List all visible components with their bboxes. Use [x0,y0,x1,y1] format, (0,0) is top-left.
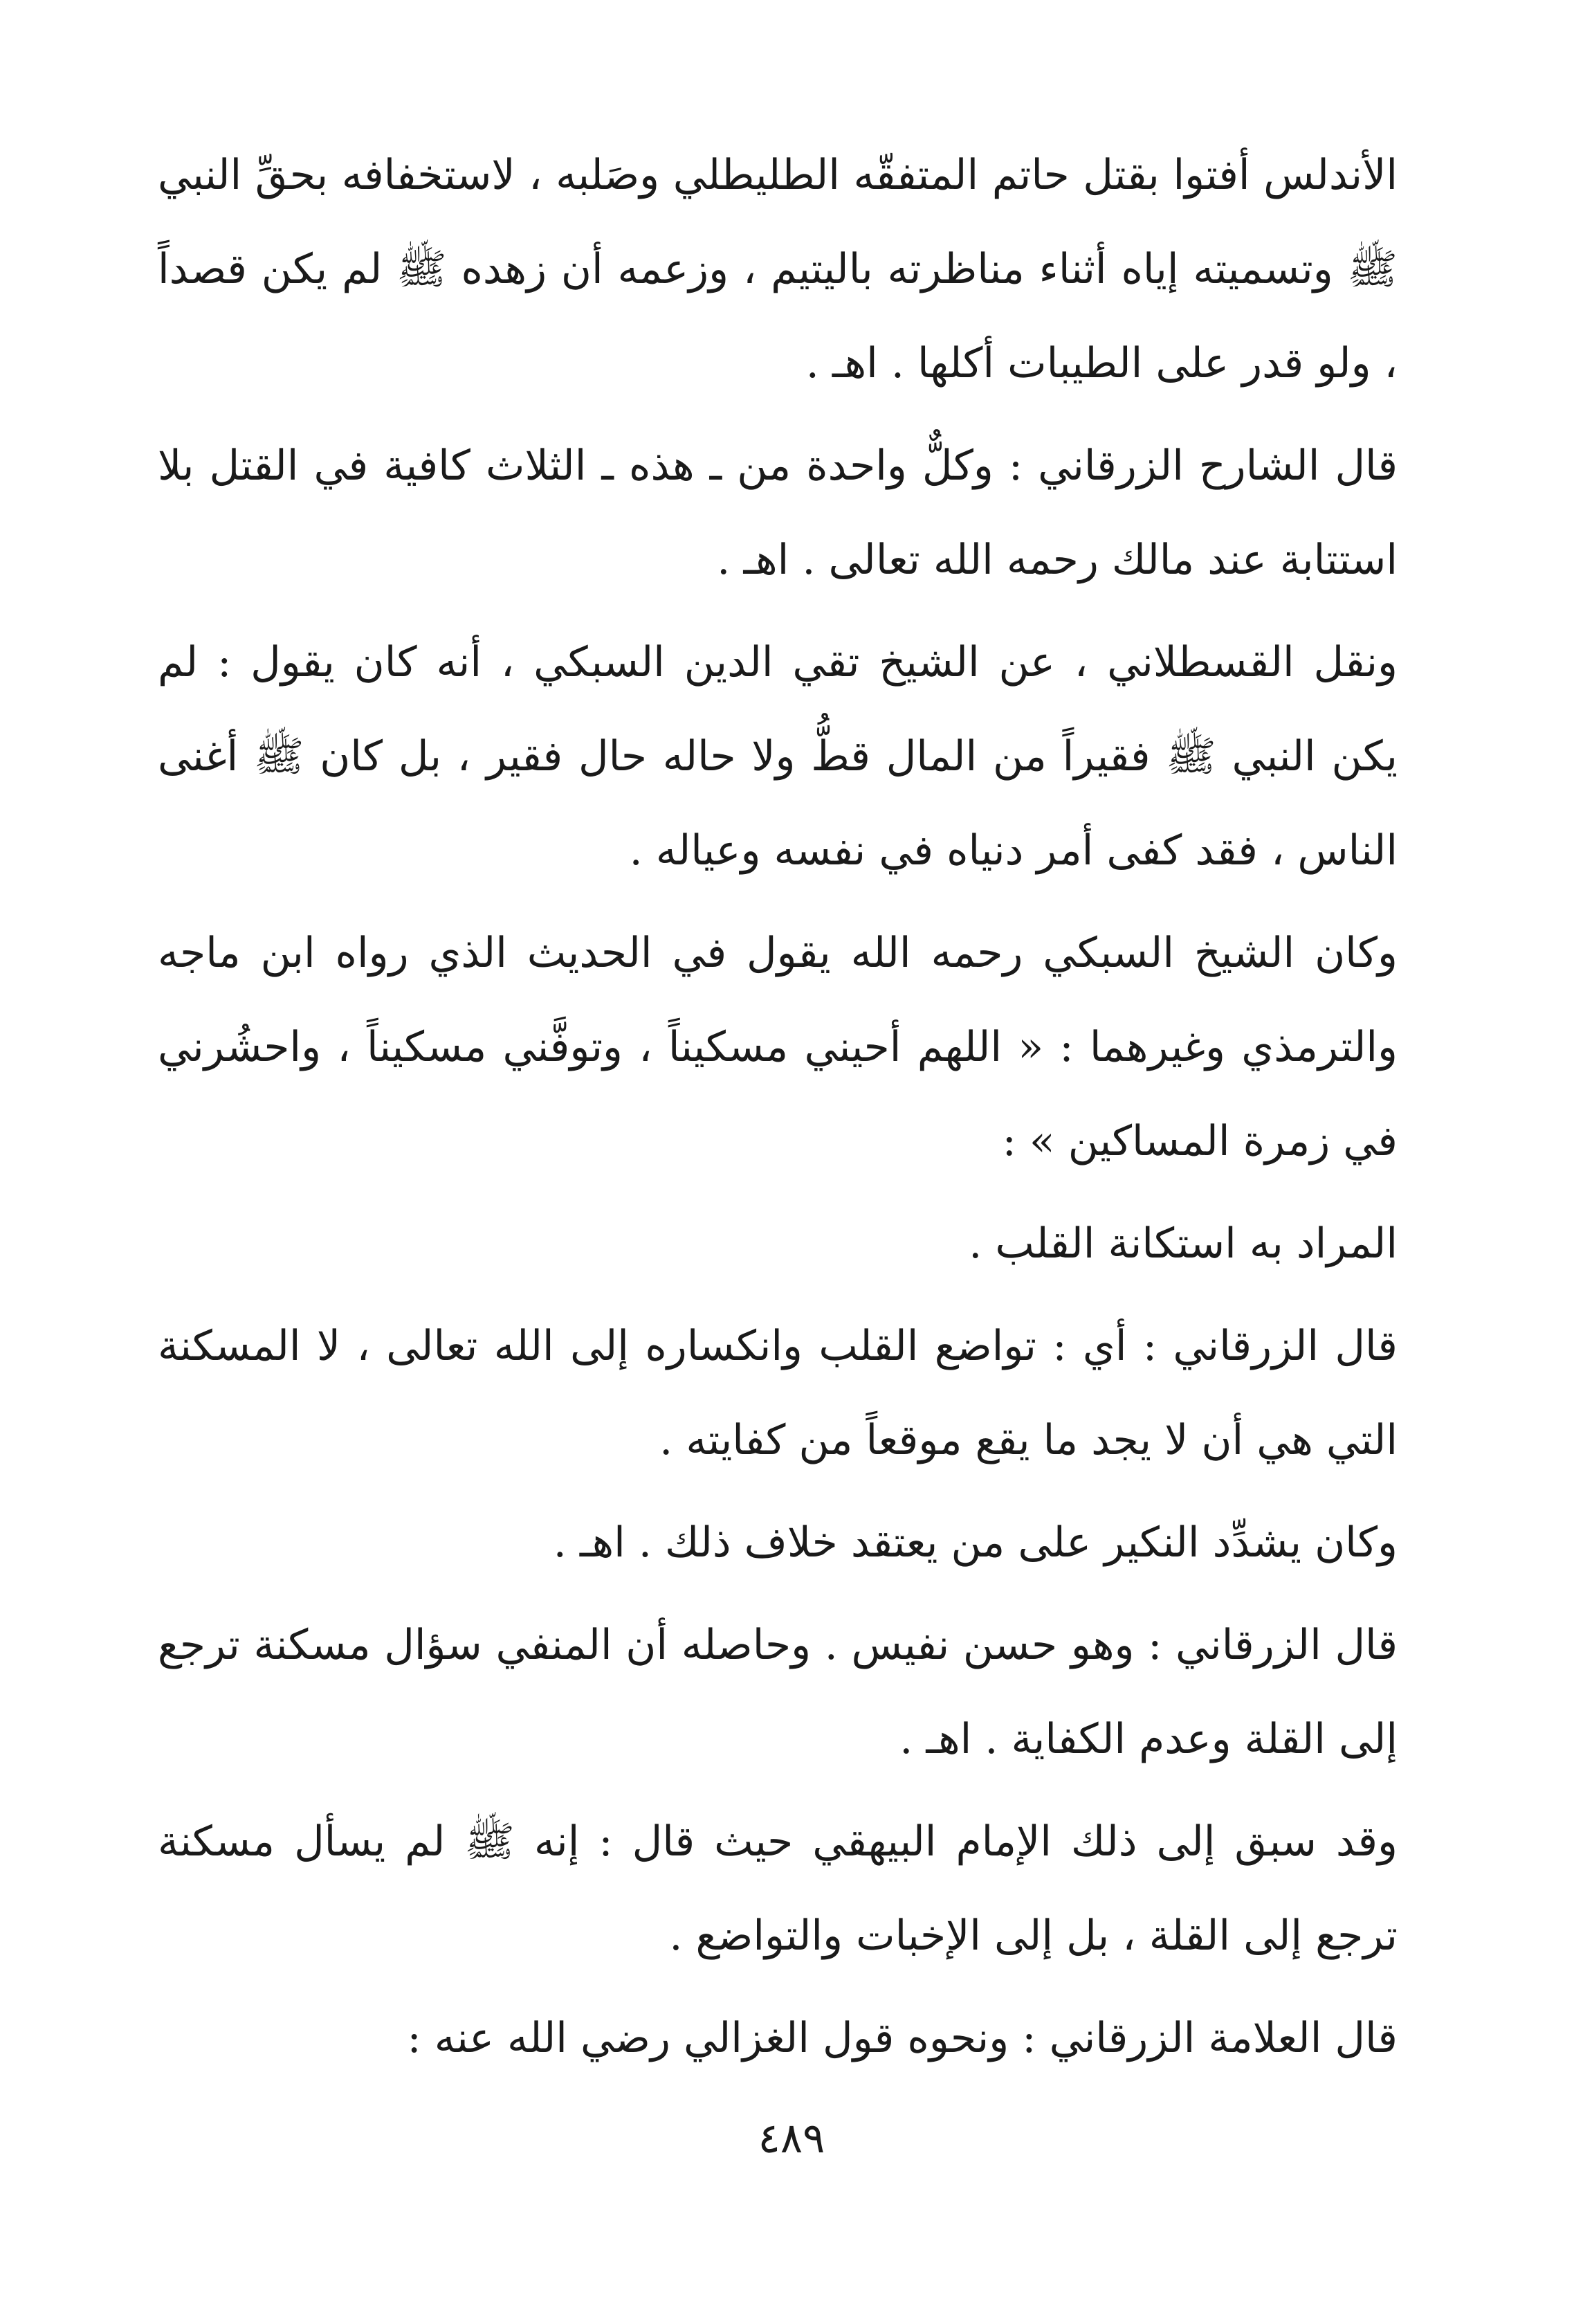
paragraph-5: المراد به استكانة القلب . [969,1219,1398,1268]
paragraph-9: وقد سبق إلى ذلك الإمام البيهقي حيث قال : إنه ﷺ لم يسأل مسكنة ترجع إلى القلة ، بل إلى الإخبات والتواضع . [158,1817,1398,1960]
paragraph-3: ونقل القسطلاني ، عن الشيخ تقي الدين السبكي ، أنه كان يقول : لم يكن النبي ﷺ فقيراً من المال قطُّ ولا حاله حال فقير ، بل كان ﷺ أغنى الناس ، فقد كفى أمر دنياه في نفسه وعياله . [158,638,1398,875]
page-body-text [158,128,1398,2094]
paragraph-8: قال الزرقاني : وهو حسن نفيس . وحاصله أن المنفي سؤال مسكنة ترجع إلى القلة وعدم الكفاية . اهـ . [158,1621,1398,1763]
paragraph-7: وكان يشدِّد النكير على من يعتقد خلاف ذلك . اهـ . [553,1518,1398,1567]
paragraph-4: وكان الشيخ السبكي رحمه الله يقول في الحديث الذي رواه ابن ماجه والترمذي وغيرهما : « اللهم أحيني مسكيناً ، وتوفَّني مسكيناً ، واحشُرني في زمرة المساكين » : [158,929,1398,1165]
paragraph-2: قال الشارح الزرقاني : وكلٌّ واحدة من ـ هذه ـ الثلاث كافية في القتل بلا استتابة عند مالك رحمه الله تعالى . اهـ . [158,442,1398,584]
paragraph-6: قال الزرقاني : أي : تواضع القلب وانكساره إلى الله تعالى ، لا المسكنة التي هي أن لا يجد ما يقع موقعاً من كفايته . [158,1322,1398,1464]
page-number: ٤٨٩ [758,2114,825,2163]
paragraph-10: قال العلامة الزرقاني : ونحوه قول الغزالي رضي الله عنه : [407,2014,1398,2062]
paragraph-1: الأندلس أفتوا بقتل حاتم المتفقّه الطليطلي وصَلبه ، لاستخفافه بحقِّ النبي ﷺ وتسميته إياه أثناء مناظرته باليتيم ، وزعمه أن زهده ﷺ لم يكن قصداً ، ولو قدر على الطيبات أكلها . اهـ . [158,151,1398,388]
